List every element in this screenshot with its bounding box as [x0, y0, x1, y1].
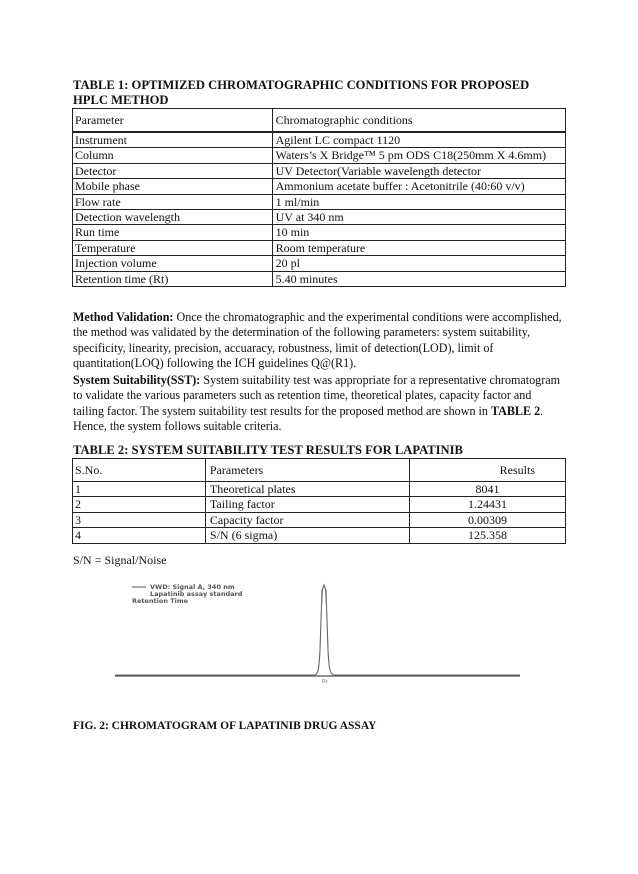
parameter-cell: Run time — [73, 225, 273, 240]
condition-cell: Ammonium acetate buffer : Acetonitrile (40:60 v/v) — [272, 179, 565, 194]
condition-cell: 20 pl — [272, 256, 565, 271]
column-header-sno: S.No. — [73, 459, 206, 482]
column-header-conditions: Chromatographic conditions — [272, 109, 565, 133]
table-row — [73, 225, 566, 240]
signal-noise-note: S/N = Signal/Noise — [73, 553, 167, 567]
condition-cell: 5.40 minutes — [272, 271, 565, 286]
condition-cell: 1 ml/min — [272, 194, 565, 209]
sno-cell: 1 — [73, 482, 206, 497]
table-row — [73, 240, 566, 255]
result-cell: 1.24431 — [409, 497, 565, 512]
legend-signal-label: VWD: Signal A, 340 nm — [150, 583, 235, 591]
table-row — [73, 179, 566, 194]
table-row — [73, 512, 566, 527]
legend-axis-label: Retention Time — [132, 597, 189, 605]
parameter-cell: Tailing factor — [205, 497, 409, 512]
column-header-parameters: Parameters — [205, 459, 409, 482]
condition-cell: Agilent LC compact 1120 — [272, 132, 565, 148]
condition-cell: UV at 340 nm — [272, 210, 565, 225]
parameter-cell: S/N (6 sigma) — [205, 528, 409, 543]
figure-caption: FIG. 2: CHROMATOGRAM OF LAPATINIB DRUG ASSAY — [73, 720, 377, 732]
chromatogram-figure — [110, 570, 530, 690]
system-suitability-label: System Suitability(SST): — [73, 373, 201, 387]
parameter-cell: Injection volume — [73, 256, 273, 271]
parameter-cell: Temperature — [73, 240, 273, 255]
column-header-parameter: Parameter — [73, 109, 273, 133]
method-validation-text: Once the chromatographic and the experimental conditions were accomplished, the method was validated by the determination of the following parameters: system suitability, specificity, linearity, precision, accuaracy, robustness, limit of detection(LOD), limit of quantitation(LOQ) following the ICH guidelines Q@(R1). — [73, 310, 562, 370]
condition-cell: Waters’s X Bridge™ 5 pm ODS C18(250mm X 4.6mm) — [272, 148, 565, 163]
parameter-cell: Column — [73, 148, 273, 163]
sno-cell: 4 — [73, 528, 206, 543]
parameter-cell: Detection wavelength — [73, 210, 273, 225]
system-suitability-table — [72, 458, 566, 544]
condition-cell: Room temperature — [272, 240, 565, 255]
column-header-results: Results — [409, 459, 565, 482]
table-header-row — [73, 459, 566, 482]
parameter-cell: Retention time (Rt) — [73, 271, 273, 286]
peak-label: Rt — [322, 679, 328, 685]
result-cell: 0.00309 — [409, 512, 565, 527]
table-row — [73, 482, 566, 497]
table-row — [73, 132, 566, 148]
table-row — [73, 528, 566, 543]
parameter-cell: Mobile phase — [73, 179, 273, 194]
parameter-cell: Flow rate — [73, 194, 273, 209]
parameter-cell: Instrument — [73, 132, 273, 148]
table2-caption: TABLE 2: SYSTEM SUITABILITY TEST RESULTS FOR LAPATINIB — [73, 443, 463, 457]
table-row — [73, 256, 566, 271]
table1-caption: TABLE 1: OPTIMIZED CHROMATOGRAPHIC CONDITIONS FOR PROPOSED HPLC METHOD — [73, 78, 530, 107]
method-validation-paragraph — [73, 310, 563, 371]
legend-sample-label: Lapatinib assay standard — [150, 590, 243, 598]
system-suitability-text: System suitability test was appropriate for a representative chromatogram to validate the various parameters such as retention time, theoretical plates, capacity factor and tailing factor. The system suitability test results for the proposed method are shown in — [73, 373, 561, 418]
sno-cell: 3 — [73, 512, 206, 527]
table-row — [73, 497, 566, 512]
condition-cell: UV Detector(Variable wavelength detector — [272, 163, 565, 178]
parameter-cell: Theoretical plates — [205, 482, 409, 497]
parameter-cell: Detector — [73, 163, 273, 178]
table-header-row — [73, 109, 566, 133]
condition-cell: 10 min — [272, 225, 565, 240]
parameter-cell: Capacity factor — [205, 512, 409, 527]
system-suitability-text-end: . Hence, the system follows suitable criteria. — [73, 403, 544, 433]
sno-cell: 2 — [73, 497, 206, 512]
table-row — [73, 163, 566, 178]
system-suitability-paragraph — [73, 373, 563, 434]
result-cell: 125.358 — [409, 528, 565, 543]
chromatographic-conditions-table — [72, 108, 566, 287]
method-validation-label: Method Validation: — [73, 310, 174, 324]
table-row — [73, 271, 566, 286]
table-row — [73, 194, 566, 209]
table2-reference: TABLE 2 — [490, 403, 541, 418]
result-cell: 8041 — [409, 482, 565, 497]
table-row — [73, 210, 566, 225]
table-row — [73, 148, 566, 163]
